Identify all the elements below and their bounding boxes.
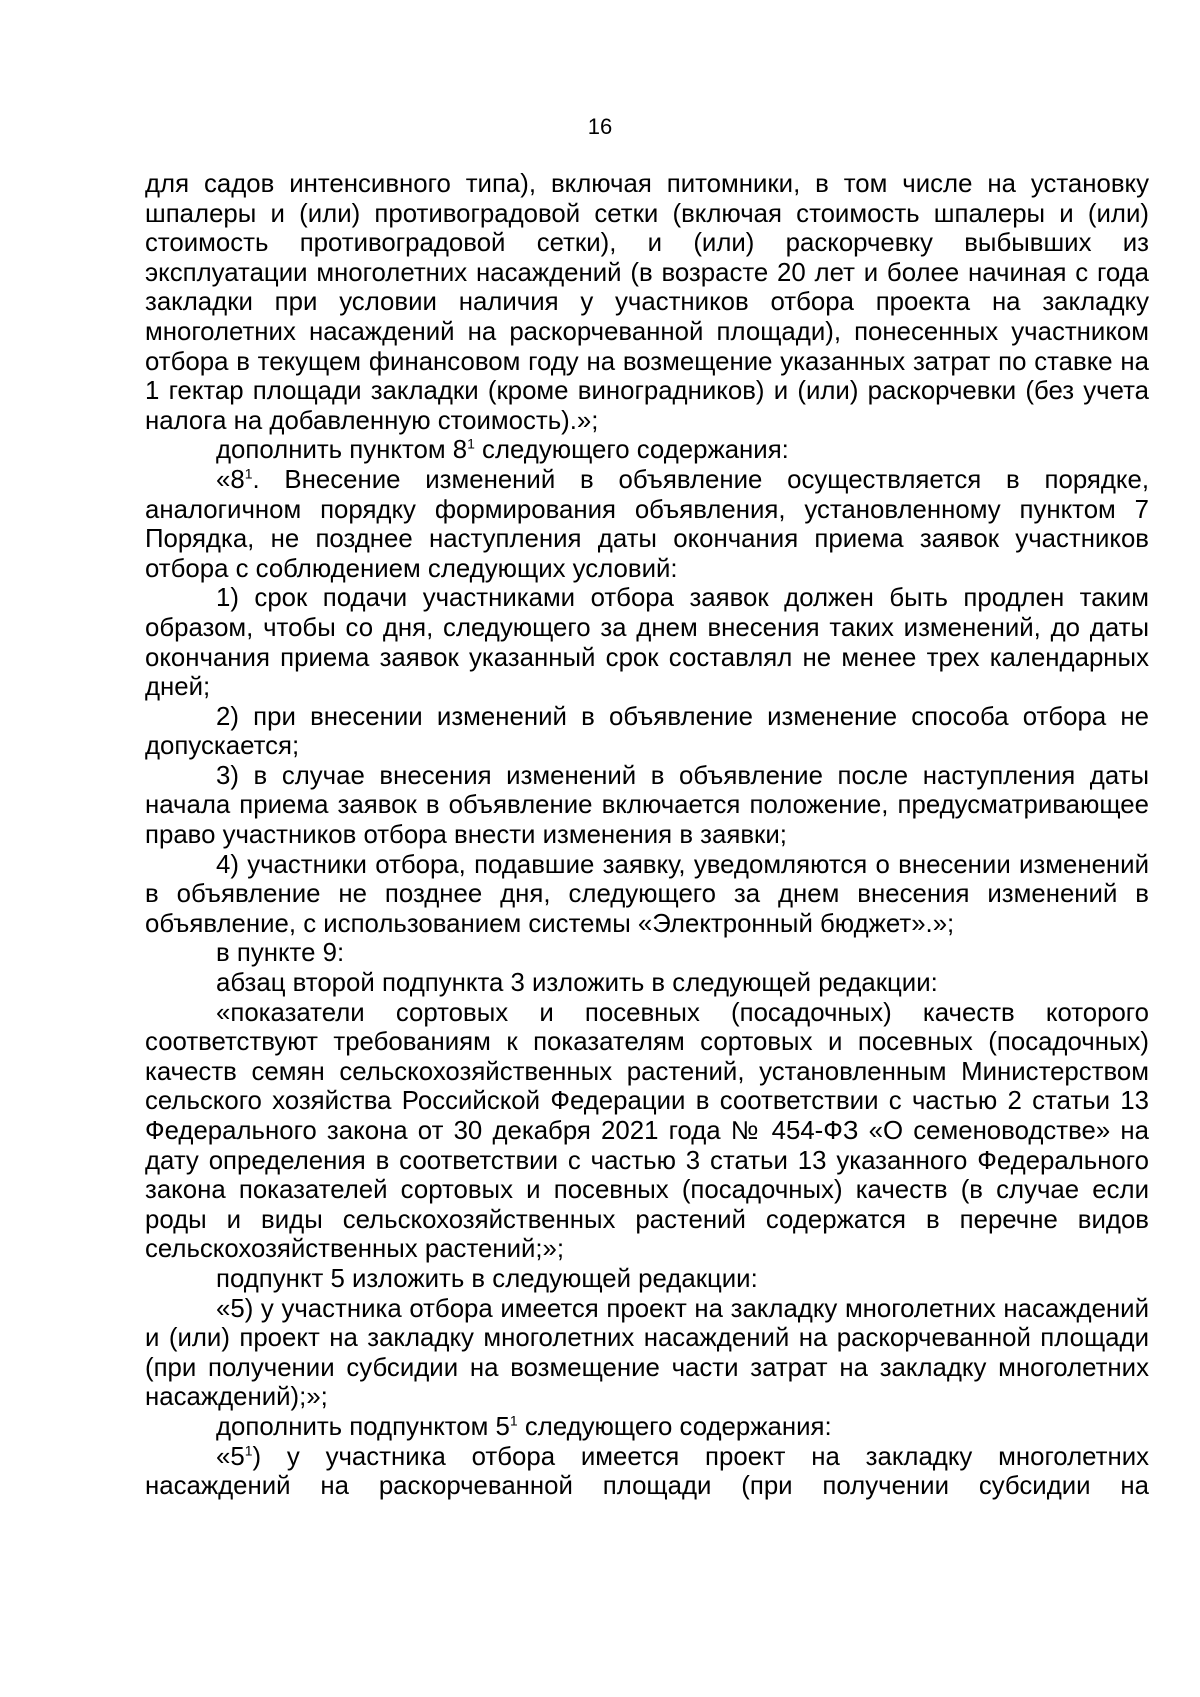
text-run: следующего содержания: xyxy=(474,436,789,465)
paragraph: 4) участники отбора, подавшие заявку, уведомляются о внесении изменений в объявление не позднее дня, следующего за днем внесения изменений в объявление, с использованием системы «Электронный бюджет».»; xyxy=(145,850,1149,938)
text-run: «5 xyxy=(216,1442,245,1471)
paragraph: для садов интенсивного типа), включая питомники, в том числе на установку шпалеры и (или) противоградовой сетки (включая стоимость шпалеры и (или) стоимость противоградовой сетки), и (или) раскорчевку выбывших из эксплуатации многолетних насаждений (в возрасте 20 лет и более начиная с года закладки при условии наличия у участников отбора проекта на закладку многолетних насаждений на раскорчеванной площади), понесенных участником отбора в текущем финансовом году на возмещение указанных затрат по ставке на 1 гектар площади закладки (кроме виноградников) и (или) раскорчевки (без учета налога на добавленную стоимость).»; xyxy=(145,170,1149,435)
paragraph xyxy=(145,466,1149,584)
superscript: 1 xyxy=(244,465,253,482)
text-run: следующего содержания: xyxy=(517,1412,832,1441)
paragraph: в пункте 9: xyxy=(216,939,345,968)
paragraph: 2) при внесении изменений в объявление изменение способа отбора не допускается; xyxy=(145,702,1149,761)
superscript: 1 xyxy=(244,1441,253,1458)
paragraph: 3) в случае внесения изменений в объявление после наступления даты начала приема заявок в объявление включается положение, предусматривающее право участников отбора внести изменения в заявки; xyxy=(145,761,1149,850)
paragraph xyxy=(145,1413,1149,1443)
paragraph xyxy=(145,1443,1149,1502)
paragraph: 1) срок подачи участниками отбора заявок должен быть продлен таким образом, чтобы со дня, следующего за днем внесения таких изменений, до даты окончания приема заявок указанный срок составлял не менее трех календарных дней; xyxy=(145,584,1149,702)
document-body xyxy=(145,170,1149,1502)
text-run: дополнить пунктом 8 xyxy=(216,436,468,465)
page-number: 16 xyxy=(587,114,613,139)
paragraph xyxy=(145,436,1149,466)
text-run: «8 xyxy=(216,465,245,494)
paragraph: абзац второй подпункта 3 изложить в следующей редакции: xyxy=(216,969,938,998)
superscript: 1 xyxy=(509,1412,518,1429)
paragraph: «показатели сортовых и посевных (посадочных) качеств которого соответствуют требованиям к показателям сортовых и посевных (посадочных) качеств семян сельскохозяйственных растений, установленным Министерством сельского хозяйства Российской Федерации в соответствии с частью 2 статьи 13 Федерального закона от 30 декабря 2021 года № 454-ФЗ «О семеноводстве» на дату определения в соответствии с частью 3 статьи 13 указанного Федерального закона показателей сортовых и посевных (посадочных) качеств (в случае если роды и виды сельскохозяйственных растений содержатся в перечне видов сельскохозяйственных растений;»; xyxy=(145,998,1149,1264)
text-run: . Внесение изменений в объявление осуществляется в порядке, аналогичном порядку формирования объявления, установленному пунктом 7 Порядка, не позднее наступления даты окончания приема заявок участников отбора с соблюдением следующих условий: xyxy=(145,465,1149,583)
text-run: ) у участника отбора имеется проект на закладку многолетних насаждений на раскорчеванной площади (при получении субсидии на xyxy=(145,1442,1149,1501)
text-run: дополнить подпунктом 5 xyxy=(216,1412,510,1441)
paragraph: «5) у участника отбора имеется проект на закладку многолетних насаждений и (или) проект на закладку многолетних насаждений на раскорчеванной площади (при получении субсидии на возмещение части затрат на закладку многолетних насаждений);»; xyxy=(145,1294,1149,1412)
superscript: 1 xyxy=(467,435,475,452)
paragraph: подпункт 5 изложить в следующей редакции: xyxy=(216,1264,758,1293)
